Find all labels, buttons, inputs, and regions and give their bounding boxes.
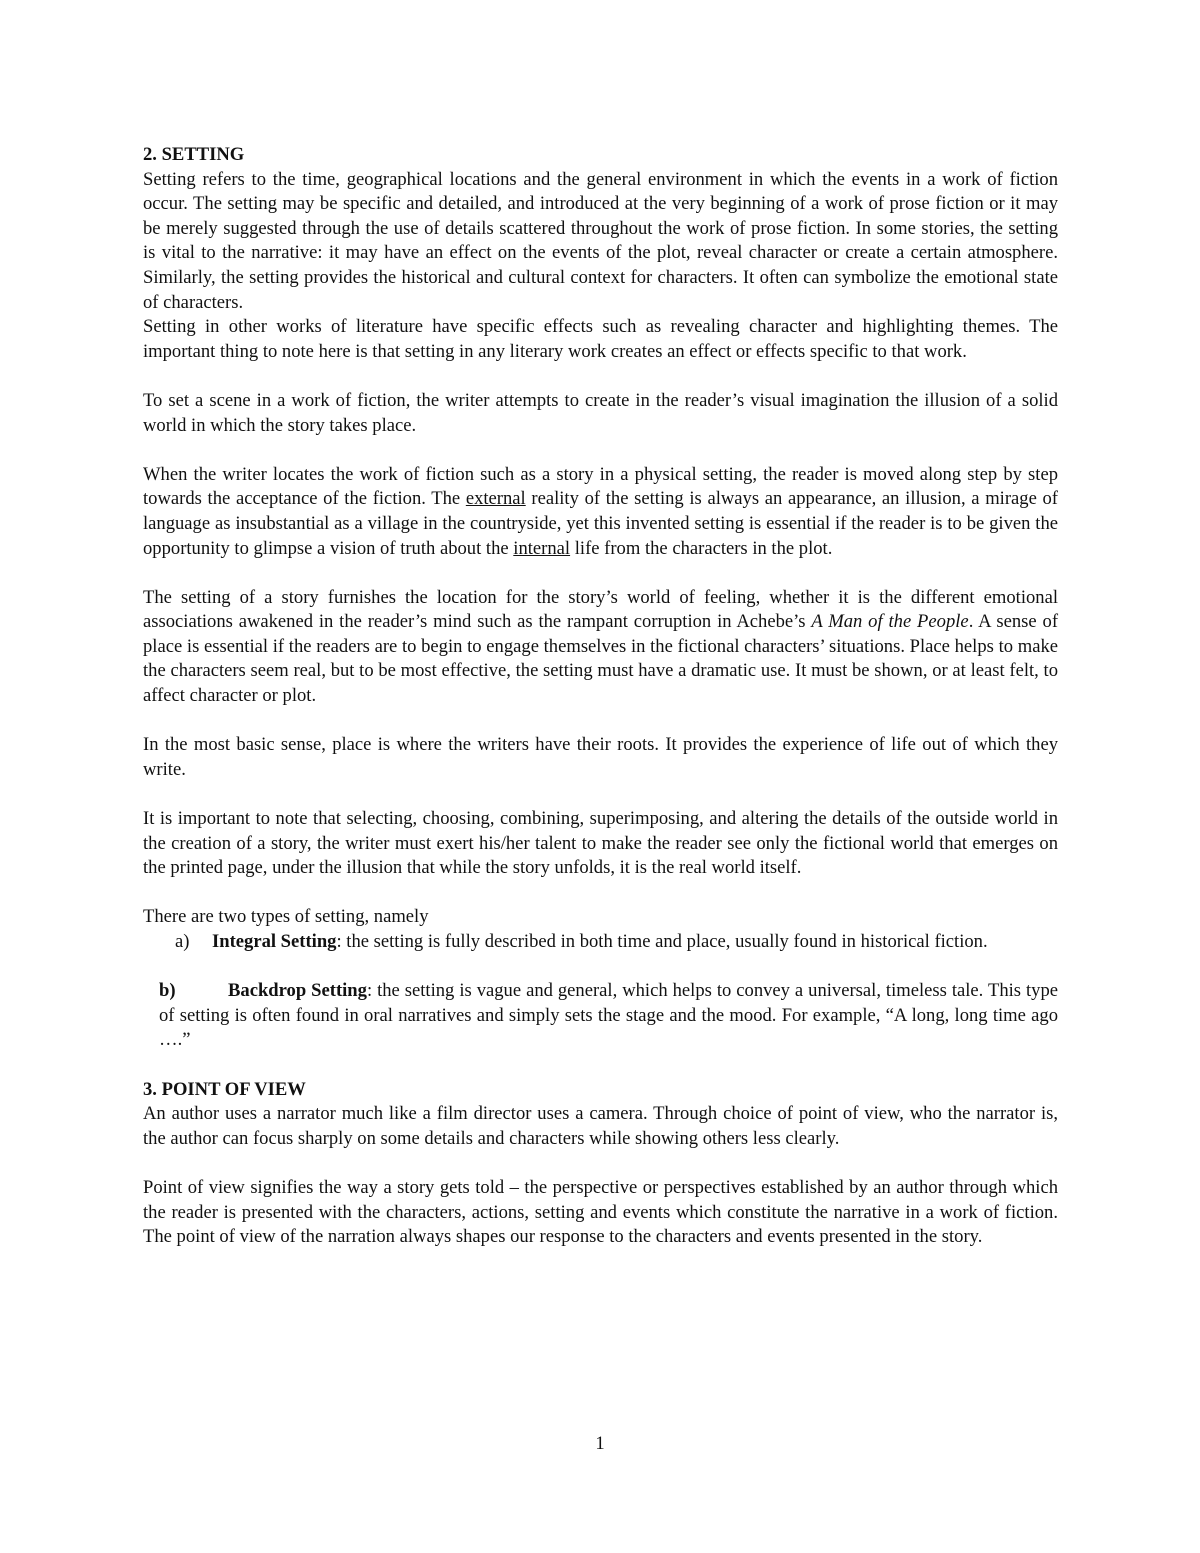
setting-types-list xyxy=(143,930,1058,1053)
setting-paragraph-7: It is important to note that selecting, choosing, combining, superimposing, and altering the details of the outside world in the creation of a story, the writer must exert his/her talent to make the reader see only the fictional world that emerges on the printed page, under the illusion that while the story unfolds, it is the real world itself. xyxy=(143,808,1058,879)
list-marker: b) xyxy=(159,980,176,1002)
book-title: A Man of the People xyxy=(811,611,969,633)
list-marker: a) xyxy=(175,931,190,952)
setting-paragraph-1: Setting refers to the time, geographical locations and the general environment in which the events in a work of fiction occur. The setting may be specific and detailed, and introduced at the very beginning of a work of prose fiction or it may be merely suggested through the use of details scattered throughout the work of prose fiction. In some stories, the setting is vital to the narrative: it may have an effect on the events of the plot, reveal character or create a certain atmosphere. Similarly, the setting provides the historical and cultural context for characters. It often can symbolize the emotional state of characters. xyxy=(143,168,1058,313)
setting-paragraph-5 xyxy=(143,586,1058,709)
page-number: 1 xyxy=(595,1433,605,1454)
list-term: Backdrop Setting xyxy=(228,980,367,1002)
section-heading-point-of-view: 3. POINT OF VIEW xyxy=(143,1078,306,1100)
setting-types-intro: There are two types of setting, namely xyxy=(143,906,429,928)
text-span: life from the characters in the plot. xyxy=(570,537,833,559)
text-span: When the writer locates the work of fiction such as a story in a physical setting, the reader is moved along step by step towards the acceptance of the fiction. The xyxy=(143,463,1058,510)
setting-paragraph-3: To set a scene in a work of fiction, the writer attempts to create in the reader’s visual imagination the illusion of a solid world in which the story takes place. xyxy=(143,389,1058,436)
text-span: . A sense of place is essential if the readers are to begin to engage themselves in the fictional characters’ situations. Place helps to make the characters seem real, but to be most effective, the setting must have a dramatic use. It must be shown, or at least felt, to affect character or plot. xyxy=(143,611,1059,707)
list-item-integral-setting xyxy=(143,930,1058,955)
setting-paragraph-2: Setting in other works of literature have specific effects such as revealing character and highlighting themes. The important thing to note here is that setting in any literary work creates an effect or effects specific to that work. xyxy=(143,316,1058,362)
text-span: The setting of a story furnishes the location for the story’s world of feeling, whether it is the different emotional associations awakened in the reader’s mind such as the rampant corruption in Achebe’s xyxy=(143,586,1058,633)
list-description: : the setting is fully described in both time and place, usually found in historical fiction. xyxy=(336,931,988,952)
list-description: : the setting is vague and general, which helps to convey a universal, timeless tale. This type of setting is often found in oral narratives and simply sets the stage and the mood. For example, “A long, long time ago ….” xyxy=(159,980,1058,1051)
pov-paragraph-2: Point of view signifies the way a story gets told – the perspective or perspectives established by an author through which the reader is presented with the characters, actions, setting and events which constitute the narrative in a work of fiction. The point of view of the narration always shapes our response to the characters and events presented in the story. xyxy=(143,1176,1058,1248)
underlined-term-internal: internal xyxy=(513,537,571,559)
section-heading-setting: 2. SETTING xyxy=(143,144,245,165)
list-term: Integral Setting xyxy=(212,931,337,952)
setting-paragraph-4 xyxy=(143,463,1058,561)
underlined-term-external: external xyxy=(465,488,526,510)
list-item-backdrop-setting xyxy=(143,979,1058,1053)
setting-paragraph-6: In the most basic sense, place is where the writers have their roots. It provides the experience of life out of which they write. xyxy=(143,734,1058,780)
page-content xyxy=(143,143,1058,1250)
pov-paragraph-1: An author uses a narrator much like a film director uses a camera. Through choice of point of view, who the narrator is, the author can focus sharply on some details and characters while showing others less clearly. xyxy=(143,1103,1058,1149)
text-span: reality of the setting is always an appearance, an illusion, a mirage of language as insubstantial as a village in the countryside, yet this invented setting is essential if the reader is to be given the opportunity to glimpse a vision of truth about the xyxy=(143,488,1058,559)
